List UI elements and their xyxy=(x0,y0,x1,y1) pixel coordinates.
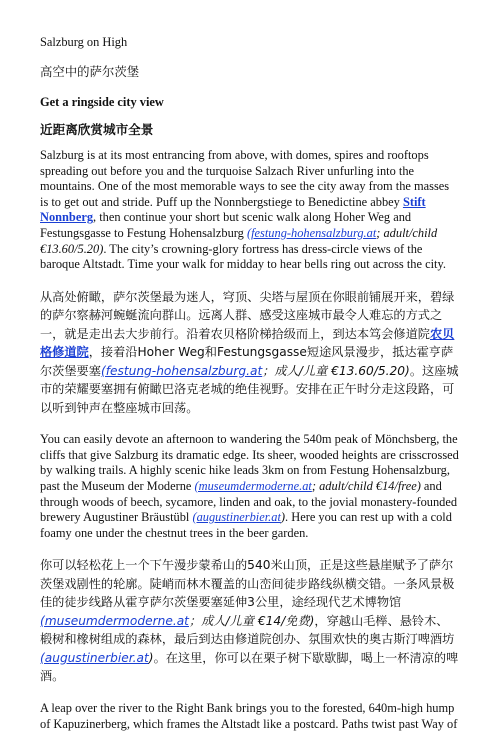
chinese-title: 高空中的萨尔茨堡 xyxy=(40,64,140,79)
p2-cn-paren: ) xyxy=(148,650,154,665)
p3-en-text-1: A leap over the river to the Right Bank brings you to the forested, 640m-high hump of Kapuzinerberg, which frames the Altstadt like a postcard. Paths twist past Way of xyxy=(40,700,458,731)
p1-en-text-1: Salzburg is at its most entrancing from above, with domes, spires and rooftops spreading out before you and the turquoise Salzach River unfurling into the mountains. One of the most memorable ways to see the city away from the masses is to get out and stride. Puff up the Nonnbergstiege to Benedictine abbey xyxy=(40,148,450,209)
paragraph-2-english xyxy=(40,432,460,541)
p2-cn-text-2: ，穿越山毛榉、悬铃木、椴树和橡树组成的森林，最后到达由修道院创办、氛围欢快的奥古斯汀啤酒坊 xyxy=(40,613,455,647)
p2-cn-price: ；成人/儿童 €14/免费) xyxy=(188,613,315,628)
paragraph-1-english xyxy=(40,148,460,273)
festung-cn-link[interactable]: (festung-hohensalzburg.at xyxy=(100,363,263,378)
p2-en-paren: ) xyxy=(280,510,286,525)
p1-cn-text-3: 。这座城市的荣耀要塞拥有俯瞰巴洛克老城的绝佳视野。安排在正午时分走这段路，可以听到钟声在整座城市回荡。 xyxy=(40,363,459,415)
p2-en-text-3: . Here you can rest up with a cold foamy one under the chestnut trees in the beer garden. xyxy=(40,510,452,540)
p1-cn-text-1: 从高处俯瞰，萨尔茨堡最为迷人，穹顶、尖塔与屋顶在你眼前铺展开来，碧绿的萨尔察赫河蜿蜒流向群山。远离人群、感受这座城市最令人难忘的方式之一，就是走出去大步前行。沿着农贝格阶梯拾级而上，到达本笃会修道院 xyxy=(40,289,455,341)
nonnberg-cn-link[interactable]: 农贝格修道院 xyxy=(40,326,455,360)
museum-link[interactable]: (museumdermoderne.at xyxy=(194,479,312,494)
p1-en-price: ; adult/child €13.60/5.20) xyxy=(40,225,438,256)
p2-en-price: ; adult/child €14/free) xyxy=(311,479,421,494)
chinese-heading: 近距离欣赏城市全景 xyxy=(40,122,154,137)
p1-cn-text-2: ，接着沿Hoher Weg和Festungsgasse短途风景漫步，抵达霍亨萨尔茨堡要塞 xyxy=(40,345,454,378)
p1-en-text-2: , then continue your short but scenic walk along Hoher Weg and Festungsgasse to Festung Hohensalzburg xyxy=(40,210,412,240)
p2-cn-text-1: 你可以轻松花上一个下午漫步蒙希山的540米山顶，正是这些悬崖赋予了萨尔茨堡戏剧性的轮廓。陡峭而林木覆盖的山峦间徒步路线纵横交错。一条风景极佳的徒步线路从霍亨萨尔茨堡要塞延伸3公里，途经现代艺术博物馆 xyxy=(40,558,455,610)
augustiner-link[interactable]: (augustinerbier.at xyxy=(192,510,281,525)
p2-cn-text-3: 。在这里，你可以在栗子树下歇歇脚，喝上一杯清凉的啤酒。 xyxy=(40,650,459,684)
augustiner-cn-link[interactable]: (augustinerbier.at xyxy=(40,650,149,665)
paragraph-1-chinese xyxy=(40,288,460,418)
museum-cn-link[interactable]: (museumdermoderne.at xyxy=(40,613,189,628)
p1-en-text-3: . The city’s crowning-glory fortress has dress-circle views of the baroque Altstadt. Time your walk for midday to hear bells ring out across the city. xyxy=(40,241,446,272)
p2-en-text-1: You can easily devote an afternoon to wandering the 540m peak of Mönchsberg, the cliffs that give Salzburg its dramatic edge. Its sheer, wooded heights are crisscrossed by walking trails. A highly scenic hike leads 3km on from Festung Hohensalzburg, past the Museum der Moderne xyxy=(40,432,459,494)
stift-nonnberg-link[interactable]: Stift Nonnberg xyxy=(40,194,426,225)
p1-cn-price: ；成人/儿童 €13.60/5.20) xyxy=(262,363,410,378)
english-heading: Get a ringside city view xyxy=(40,95,164,109)
festung-link[interactable]: (festung-hohensalzburg.at xyxy=(246,225,377,240)
p2-en-text-2: and through woods of beech, sycamore, linden and oak, to the jovial monastery-founded brewery Augustiner Bräustübl xyxy=(40,479,458,525)
paragraph-2-chinese xyxy=(40,556,460,686)
english-title: Salzburg on High xyxy=(40,35,128,49)
